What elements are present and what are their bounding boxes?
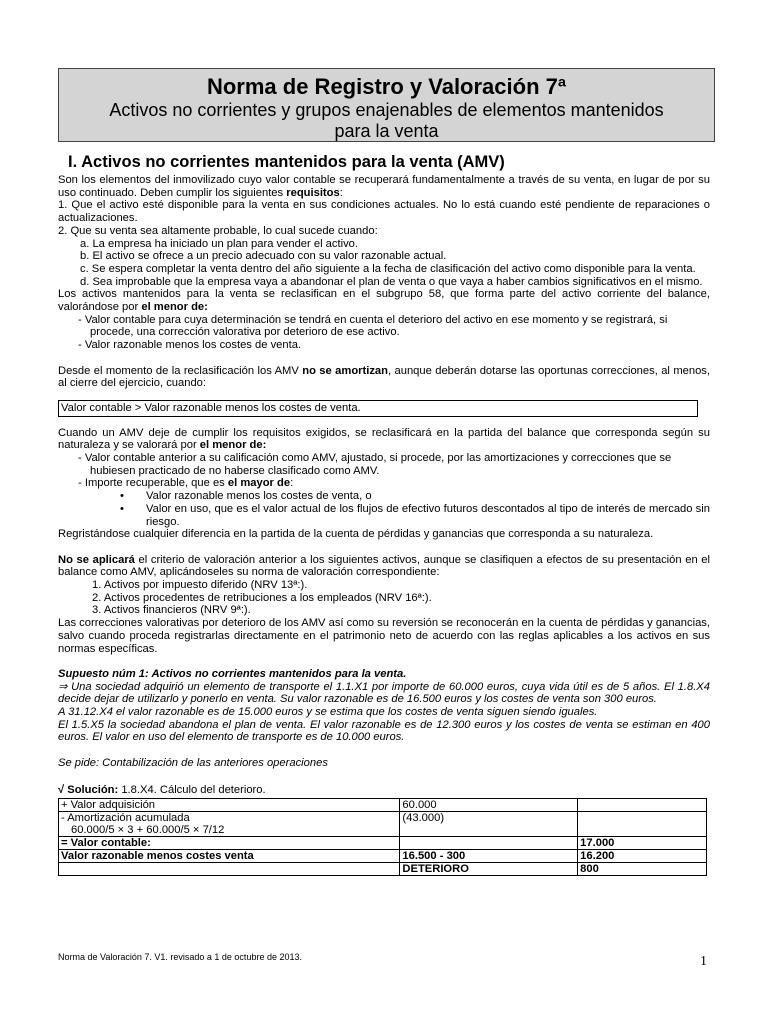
intro-text: Son los elementos del inmovilizado cuyo valor contable se recuperará fundamentalmente a través de su venta, en lugar de por su uso continuado. Deben cumplir los siguientes (58, 174, 710, 199)
intro-bold: requisitos (286, 186, 340, 199)
document-title: Norma de Registro y Valoración 7ª (206, 74, 567, 99)
bullet-icon: • (120, 490, 124, 503)
title-box (58, 68, 715, 142)
no-aplica-text: el criterio de valoración anterior a los siguientes activos, aunque se clasifiquen a efectos de su presentación en el balance como AMV, aplicándoseles su norma de valoración correspondiente: (58, 553, 710, 579)
cell-line-1: - Amortización acumulada (61, 811, 190, 824)
check-icon: √ (58, 784, 68, 797)
registro-paragraph: Regristándose cualquier diferencia en la partida de la cuenta de pérdidas y ganancias que corresponda a su naturaleza. (58, 528, 654, 541)
table-cell (59, 862, 400, 875)
no-aplica-item-1: 1. Activos por impuesto diferido (NRV 13ª:). (92, 579, 308, 592)
solution-bold: Solución: (67, 784, 119, 797)
table-cell: = Valor contable: (59, 836, 400, 849)
table-cell: 60.000 (400, 798, 578, 811)
cease-item-2 (78, 477, 710, 490)
intro-end: : (339, 186, 343, 199)
table-row (59, 849, 707, 862)
requirement-2a: a. La empresa ha iniciado un plan para vender el activo. (80, 237, 358, 250)
reclass-text: Los activos mantenidos para la venta se reclasifican en el subgrupo 58, que forma parte del activo corriente del balance, valorándose por (58, 288, 710, 314)
cease-item-2-bold: el mayor de (227, 477, 291, 490)
table-cell: + Valor adquisición (59, 798, 400, 811)
requirement-1: 1. Que el activo esté disponible para la venta en sus condiciones actuales. No lo está cuando esté pendiente de reparaciones o actualizaciones. (58, 199, 710, 225)
requirement-2c: c. Se espera completar la venta dentro del año siguiente a la fecha de clasificación del activo como disponible para la venta. (80, 262, 696, 275)
reclass-item-2: - Valor razonable menos los costes de venta. (78, 339, 302, 352)
supuesto-paragraph-2: A 31.12.X4 el valor razonable es de 15.000 euros y se estima que los costes de venta siguen siendo iguales. (58, 706, 598, 719)
correcciones-paragraph: Las correcciones valorativas por deterioro de los AMV así como su reversión se reconocerán en la cuenta de pérdidas y ganancias, salvo cuando proceda registrarlas directamente en el patrimonio neto de acuerdo con las reglas aplicables a los activos en sus normas específicas. (58, 617, 710, 655)
table-cell: Valor razonable menos costes venta (59, 849, 400, 862)
table-cell (578, 798, 707, 811)
table-row (59, 798, 707, 811)
solution-text: 1.8.X4. Cálculo del deterioro. (118, 784, 266, 797)
document-subtitle (59, 100, 714, 142)
table-cell (59, 811, 400, 836)
supuesto-paragraph-3: El 1.5.X5 la sociedad abandona el plan de venta. El valor razonable es de 12.300 euros y los costes de venta se estiman en 400 euros. El valor en uso del elemento de transporte es de 10.000 euros. (58, 718, 710, 744)
table-row (59, 811, 707, 836)
table-row (59, 862, 707, 875)
table-cell: DETERIORO (400, 862, 578, 875)
page-number: 1 (700, 954, 707, 969)
supuesto-paragraph-1: ⇒ Una sociedad adquirió un elemento de transporte el 1.1.X1 por importe de 60.000 euros, cuya vida útil es de 5 años. El 1.8.X4 decide dejar de utilizarlo y ponerlo en venta. Su valor razonable es de 16.500 euros y los costes de venta son 300 euros. (58, 680, 710, 706)
subtitle-line-2: para la venta (334, 121, 439, 141)
table-row (59, 836, 707, 849)
cell-line-2: 60.000/5 × 3 + 60.000/5 × 7/12 (71, 823, 225, 836)
amort-pre: Desde el momento de la reclasificación los AMV (58, 364, 303, 377)
boxed-condition: Valor contable > Valor razonable menos los costes de venta. (58, 400, 698, 417)
amort-post: , aunque deberán dotarse las oportunas correcciones, al menos, al cierre del ejercicio, cuando: (58, 364, 711, 390)
document-body (58, 152, 710, 876)
subtitle-line-1: Activos no corrientes y grupos enajenables de elementos mantenidos (109, 100, 664, 120)
table-cell: 16.500 - 300 (400, 849, 578, 862)
cease-item-1: - Valor contable anterior a su calificación como AMV, ajustado, si procede, por las amortizaciones y correcciones que se hubiesen practicado de no haberse clasificado como AMV. (78, 452, 672, 477)
bullet-text-1: Valor razonable menos los costes de venta, o (146, 490, 372, 503)
reclass-paragraph (58, 288, 710, 313)
amort-bold: no se amortizan (302, 364, 388, 377)
requirement-2d: d. Sea improbable que la empresa vaya a abandonar el plan de venta o que vaya a haber cambios significativos en el mismo. (80, 275, 703, 288)
cease-pre: Cuando un AMV deje de cumplir los requisitos exigidos, se reclasificará en la partida del balance que corresponda según su naturaleza y se valorará por (58, 426, 710, 452)
table-cell: (43.000) (400, 811, 578, 836)
table-cell (578, 811, 707, 836)
reclass-bold: el menor de: (141, 301, 208, 314)
amortization-paragraph (58, 365, 710, 390)
no-aplica-bold: No se aplicará (58, 553, 135, 566)
cease-bold: el menor de: (199, 439, 267, 452)
requirement-2: 2. Que su venta sea altamente probable, lo cual sucede cuando: (58, 224, 378, 237)
cease-item-2-pre: - Importe recuperable, que es (78, 477, 228, 490)
bullet-item-1 (58, 490, 710, 503)
reclass-item-1: - Valor contable para cuya determinación se tendrá en cuenta el deterioro del activo en ese momento y se registrará, si procede, una corrección valorativa por deterioro de ese activo. (78, 313, 668, 339)
bullet-item-2 (58, 503, 710, 528)
table-cell (400, 836, 578, 849)
no-aplica-item-2: 2. Activos procedentes de retribuciones a los empleados (NRV 16ª:). (92, 591, 432, 604)
cease-paragraph (58, 427, 710, 452)
supuesto-title: Supuesto núm 1: Activos no corrientes mantenidos para la venta. (58, 667, 407, 680)
reclass-list (58, 314, 710, 352)
cease-list (58, 452, 710, 490)
se-pide: Se pide: Contabilización de las anteriores operaciones (58, 756, 328, 769)
intro-paragraph (58, 174, 710, 199)
cease-item-2-post: : (290, 477, 294, 490)
table-cell: 800 (578, 862, 707, 875)
page-footer: Norma de Valoración 7. V1. revisado a 1 de octubre de 2013. (58, 952, 302, 962)
table-cell: 16.200 (578, 849, 707, 862)
bullet-text-2: Valor en uso, que es el valor actual de los flujos de efectivo futuros descontados al tipo de interés de mercado sin riesgo. (146, 502, 710, 528)
solution-heading (58, 784, 710, 797)
table-cell: 17.000 (578, 836, 707, 849)
no-aplica-item-3: 3. Activos financieros (NRV 9ª:). (92, 604, 251, 617)
impairment-table (58, 798, 707, 876)
no-aplica-paragraph (58, 554, 710, 579)
section-heading: I. Activos no corrientes mantenidos para la venta (AMV) (68, 153, 505, 171)
bullet-icon: • (120, 502, 124, 515)
requirement-2b: b. El activo se ofrece a un precio adecuado con su valor razonable actual. (80, 250, 447, 263)
